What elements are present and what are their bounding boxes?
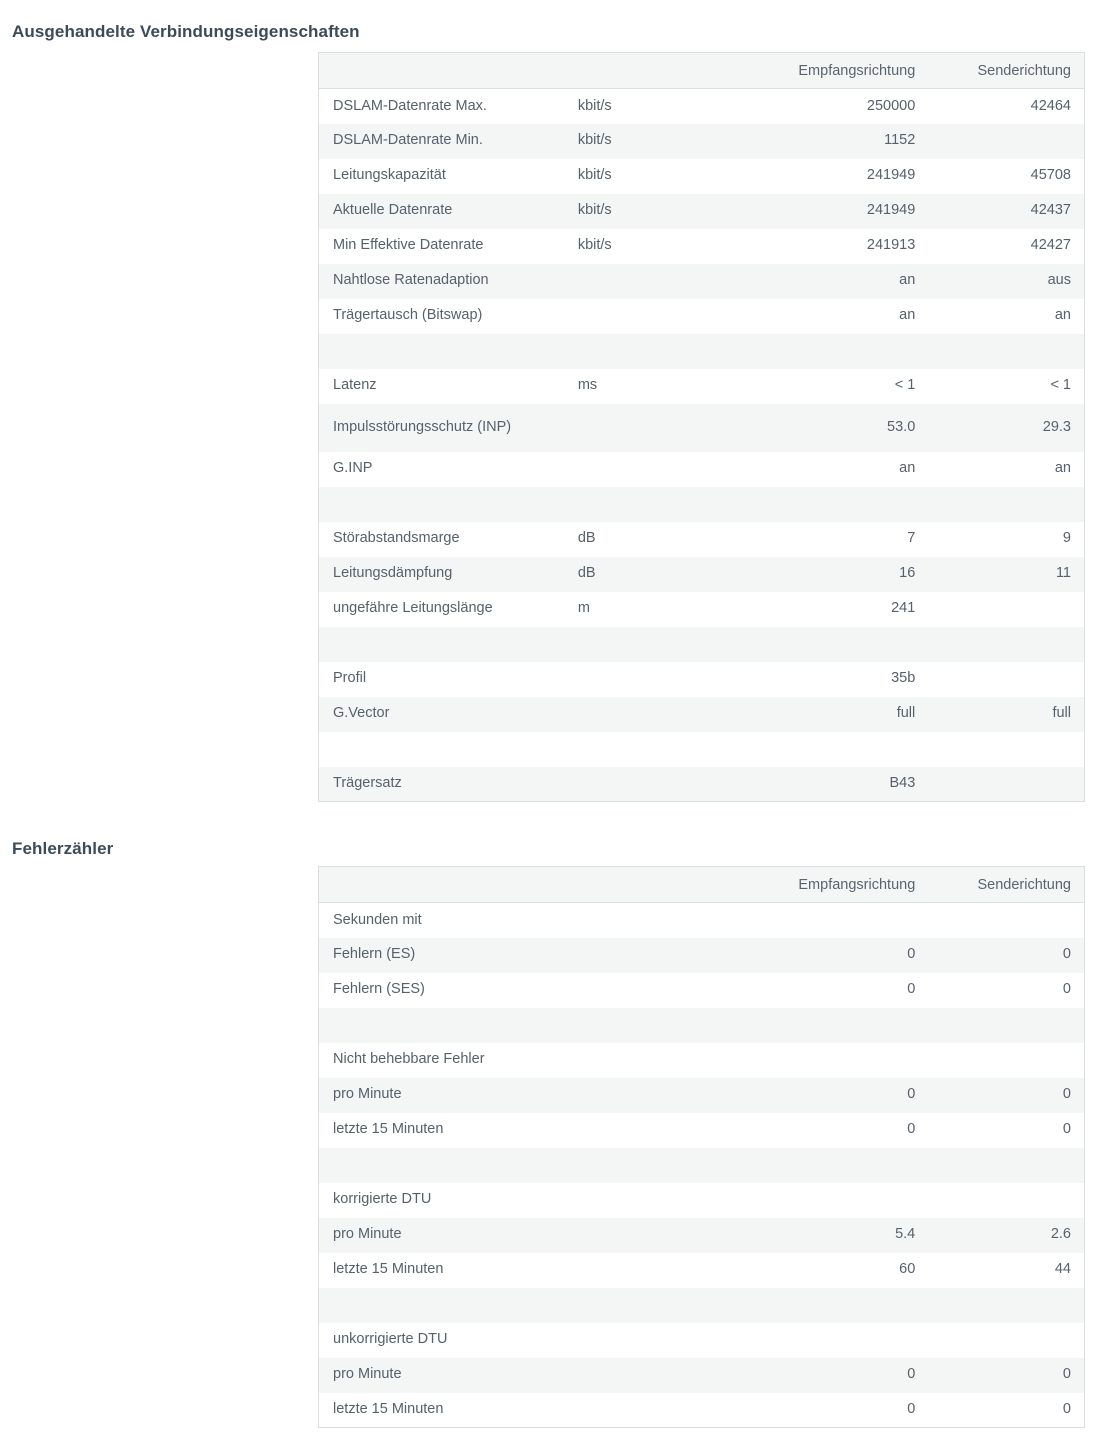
row-value-downstream: 241949 [866,202,916,219]
row-unit [578,1218,750,1253]
row-value-upstream: 42437 [1030,202,1071,219]
row-unit [578,973,750,1008]
table-row [319,938,1085,973]
row-value-upstream: an [1054,460,1071,477]
row-value-upstream: 0 [1062,1401,1071,1418]
page-title-connection-properties: Ausgehandelte Verbindungseigenschaften [12,22,360,42]
row-label: Latenz [333,377,377,394]
row-unit [578,452,750,487]
spacer-cell [319,1148,1085,1183]
table-row [319,1358,1085,1393]
row-value-downstream: 16 [899,565,916,582]
row-value-upstream: 45708 [1030,167,1071,184]
table-row [319,1393,1085,1428]
row-unit [578,938,750,973]
row-unit: kbit/s [577,237,612,254]
table-row [319,194,1085,229]
row-label: Nahtlose Ratenadaption [333,272,489,289]
row-label: Trägersatz [333,775,402,792]
row-label: Sekunden mit [333,911,422,928]
table-body [319,89,1085,802]
table-row [319,973,1085,1008]
table-row [319,1323,1085,1358]
table-spacer-row [319,1288,1085,1323]
row-value-downstream: an [899,307,916,324]
row-unit [578,903,750,938]
table-row [319,522,1085,557]
row-value-upstream: 9 [1062,530,1071,547]
spacer-cell [319,1288,1085,1323]
row-value-upstream: 0 [1062,1366,1071,1383]
column-header-label [319,53,578,89]
row-value-downstream [750,1323,928,1358]
row-label: Impulsstörungsschutz (INP) [333,418,512,435]
table-row [319,264,1085,299]
row-label: DSLAM-Datenrate Min. [333,132,483,149]
row-value-downstream: 0 [907,1401,916,1418]
table-row [319,369,1085,404]
row-value-downstream: 60 [899,1261,916,1278]
row-value-downstream: 0 [907,1366,916,1383]
row-value-downstream: 241949 [866,167,916,184]
row-value-downstream [750,1043,928,1078]
row-value-downstream: 5.4 [895,1226,916,1243]
table-header-row [319,53,1085,89]
row-unit: ms [577,377,598,394]
row-unit: m [577,600,590,617]
spacer-cell [319,334,1085,369]
table-row [319,697,1085,732]
row-unit [578,697,750,732]
table-row [319,404,1085,452]
column-header-unit [578,53,750,89]
row-value-downstream: 241913 [866,237,916,254]
row-value-upstream [928,662,1084,697]
row-value-upstream: 42464 [1030,97,1071,114]
row-value-upstream: 0 [1062,1121,1071,1138]
row-value-upstream [928,124,1084,159]
row-value-upstream: 0 [1062,946,1071,963]
column-header-downstream: Empfangsrichtung [750,53,928,89]
table-row [319,903,1085,938]
table-row [319,1043,1085,1078]
row-unit [578,1043,750,1078]
row-value-upstream: 29.3 [1042,418,1071,435]
table-spacer-row [319,732,1085,767]
row-value-downstream: < 1 [894,377,916,394]
table-spacer-row [319,1008,1085,1043]
table-header [319,53,1085,89]
row-label: ungefähre Leitungslänge [333,600,493,617]
row-value-downstream: 0 [907,981,916,998]
column-header-downstream: Empfangsrichtung [750,867,928,903]
table-row [319,1183,1085,1218]
row-label: Min Effektive Datenrate [333,237,484,254]
row-label: Leitungskapazität [333,167,446,184]
spacer-cell [319,732,1085,767]
column-header-label [319,867,578,903]
row-value-upstream: 11 [1055,565,1071,582]
table-row [319,1253,1085,1288]
table-spacer-row [319,334,1085,369]
table-row [319,159,1085,194]
row-label: pro Minute [333,1366,402,1383]
row-value-downstream: 1152 [884,132,916,149]
row-value-downstream: B43 [889,775,916,792]
row-value-upstream: full [1052,705,1071,722]
row-label: letzte 15 Minuten [333,1121,444,1138]
row-value-downstream: an [899,460,916,477]
table-row [319,299,1085,334]
row-value-downstream: 35b [891,670,916,687]
row-label: letzte 15 Minuten [333,1401,444,1418]
table-row [319,592,1085,627]
row-value-downstream: 0 [907,1086,916,1103]
row-unit [578,1113,750,1148]
table-row [319,1078,1085,1113]
column-header-unit [578,867,750,903]
row-label: pro Minute [333,1226,402,1243]
row-unit: kbit/s [577,167,612,184]
row-value-upstream: < 1 [1050,377,1071,394]
table-row [319,1113,1085,1148]
row-value-upstream: 44 [1054,1261,1071,1278]
row-value-upstream [928,767,1084,802]
row-value-downstream: 7 [907,530,916,547]
row-unit: kbit/s [577,97,612,114]
row-value-upstream [928,1183,1084,1218]
row-value-upstream: an [1054,307,1071,324]
page-title-error-counters: Fehlerzähler [12,839,114,859]
row-label: Profil [333,670,367,687]
row-value-downstream: 0 [907,1121,916,1138]
table-row [319,452,1085,487]
row-label: pro Minute [333,1086,402,1103]
row-unit: kbit/s [577,132,612,149]
row-value-downstream [750,903,928,938]
row-value-upstream: aus [1047,272,1071,289]
row-label: Trägertausch (Bitswap) [333,307,483,324]
row-value-downstream: full [896,705,916,722]
row-label: G.Vector [333,705,390,722]
table-row [319,124,1085,159]
row-unit: dB [577,530,596,547]
row-value-upstream [928,903,1084,938]
error-counters-table [318,866,1085,1428]
row-unit: dB [577,565,596,582]
row-unit [578,404,750,452]
connection-properties-table [318,52,1085,802]
row-unit [578,1183,750,1218]
table-row [319,767,1085,802]
row-unit [578,662,750,697]
table-header-row [319,867,1085,903]
table-row [319,662,1085,697]
row-label: Aktuelle Datenrate [333,202,453,219]
row-unit [578,1323,750,1358]
row-unit [578,299,750,334]
spacer-cell [319,1008,1085,1043]
spacer-cell [319,627,1085,662]
spacer-cell [319,487,1085,522]
row-value-downstream: 241 [891,600,916,617]
row-value-upstream [928,1043,1084,1078]
row-unit [578,1358,750,1393]
table-row [319,89,1085,124]
row-value-upstream [928,592,1084,627]
row-label: Störabstandsmarge [333,530,460,547]
table-body [319,903,1085,1428]
table-spacer-row [319,627,1085,662]
table-spacer-row [319,1148,1085,1183]
row-unit [578,1253,750,1288]
row-label: G.INP [333,460,373,477]
row-unit [578,264,750,299]
row-value-downstream: an [899,272,916,289]
table-row [319,1218,1085,1253]
table-header [319,867,1085,903]
row-value-upstream: 42427 [1030,237,1071,254]
row-value-downstream: 250000 [866,97,916,114]
row-label: Nicht behebbare Fehler [333,1051,485,1068]
row-unit [578,767,750,802]
row-value-downstream: 0 [907,946,916,963]
row-unit [578,1393,750,1428]
row-value-downstream [750,1183,928,1218]
row-label: Leitungsdämpfung [333,565,453,582]
row-label: Fehlern (SES) [333,981,425,998]
row-value-upstream: 0 [1062,981,1071,998]
row-label: unkorrigierte DTU [333,1331,448,1348]
row-label: Fehlern (ES) [333,946,416,963]
row-value-upstream: 0 [1062,1086,1071,1103]
row-value-upstream [928,1323,1084,1358]
column-header-upstream: Senderichtung [928,867,1084,903]
row-label: DSLAM-Datenrate Max. [333,97,487,114]
table-row [319,557,1085,592]
row-unit: kbit/s [577,202,612,219]
row-value-upstream: 2.6 [1050,1226,1071,1243]
row-unit [578,1078,750,1113]
row-value-downstream: 53.0 [887,418,916,435]
table-spacer-row [319,487,1085,522]
table-row [319,229,1085,264]
column-header-upstream: Senderichtung [928,53,1084,89]
row-label: korrigierte DTU [333,1191,432,1208]
row-label: letzte 15 Minuten [333,1261,444,1278]
